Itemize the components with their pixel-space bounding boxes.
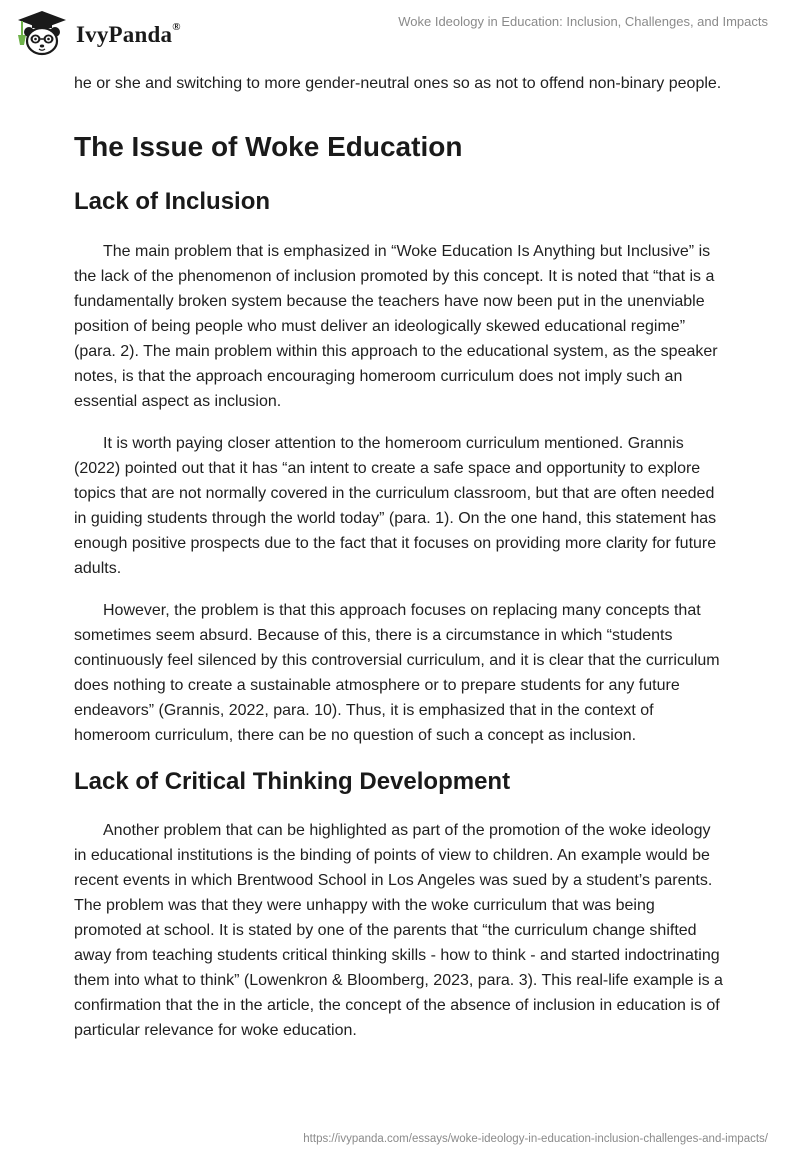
paragraph: Another problem that can be highlighted as part of the promotion of the woke ideology in educational institutions is the binding of points of view to children. An example would be recent events in which Brentwood School in Los Angeles was sued by a student’s parents. The problem was that they were unhappy with the woke curriculum that was being promoted at school. It is stated by one of the parents that “the curriculum change shifted away from teaching students critical thinking skills - how to think - and started indoctrinating them into what to think” (Lowenkron & Bloomberg, 2023, para. 3). This real-life example is a confirmation that the in the article, the concept of the absence of inclusion in education is of particular relevance for woke education. [74, 822, 723, 1039]
intro-paragraph: he or she and switching to more gender-neutral ones so as not to offend non-binary people. [74, 75, 722, 92]
page-header [0, 0, 800, 70]
ivypanda-logo[interactable] [14, 8, 181, 58]
subsection-heading-lack-of-inclusion: Lack of Inclusion [74, 188, 271, 215]
panda-graduate-icon [14, 8, 70, 58]
article-body [74, 71, 726, 1043]
paragraph: However, the problem is that this approach focuses on replacing many concepts that sometimes seem absurd. Because of this, there is a circumstance in which “students continuously feel silenced by this controversial curriculum, and it is clear that the curriculum does nothing to create a sustainable atmosphere or to prepare students for any future endeavors” (Grannis, 2022, para. 10). Thus, it is emphasized that in the context of homeroom curriculum, there can be no question of such a concept as inclusion. [74, 602, 720, 744]
source-url[interactable]: https://ivypanda.com/essays/woke-ideology-in-education-inclusion-challenges-and-impacts/ [303, 1133, 768, 1145]
subsection-heading-critical-thinking: Lack of Critical Thinking Development [74, 768, 511, 795]
brand-name: IvyPanda® [76, 21, 181, 47]
document-title: Woke Ideology in Education: Inclusion, Challenges, and Impacts [398, 14, 768, 29]
paragraph: The main problem that is emphasized in “Woke Education Is Anything but Inclusive” is the lack of the phenomenon of inclusion promoted by this concept. It is noted that “that is a fundamentally broken system because the teachers have now been put in the unenviable position of being people who must deliver an ideologically skewed educational regime” (para. 2). The main problem within this approach to the educational system, as the speaker notes, is that the approach encouraging homeroom curriculum does not imply such an essential aspect as inclusion. [74, 243, 718, 410]
paragraph: It is worth paying closer attention to the homeroom curriculum mentioned. Grannis (2022) pointed out that it has “an intent to create a safe space and opportunity to explore topics that are not normally covered in the curriculum classroom, but that are often needed in guiding students through the world today” (para. 1). On the one hand, this statement has enough positive prospects due to the fact that it focuses on providing more clarity for future adults. [74, 435, 717, 577]
section-heading: The Issue of Woke Education [74, 131, 463, 162]
